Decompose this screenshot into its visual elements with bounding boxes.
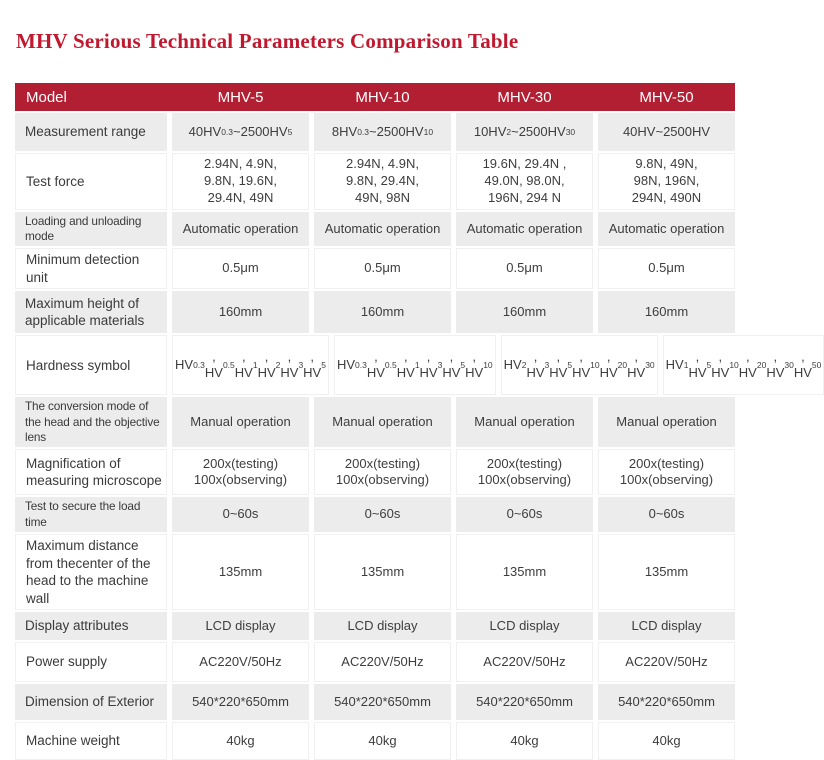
row-label: Maximum distance from thecenter of the head to the machine wall bbox=[15, 534, 167, 610]
column-header-mhv-50: MHV-50 bbox=[639, 88, 694, 106]
table-header-row bbox=[15, 83, 735, 111]
cell-mhv-5: 540*220*650mm bbox=[172, 684, 309, 720]
page-title: MHV Serious Technical Parameters Comparison Table bbox=[16, 29, 519, 53]
cell-mhv-10: 2.94N, 4.9N, 9.8N, 29.4N, 49N, 98N bbox=[314, 153, 451, 210]
cell-mhv-50: 9.8N, 49N, 98N, 196N, 294N, 490N bbox=[598, 153, 735, 210]
table-row-power-supply bbox=[15, 642, 735, 682]
cell-mhv-50: 135mm bbox=[598, 534, 735, 610]
cell-mhv-30: 0.5μm bbox=[456, 248, 593, 289]
cell-mhv-10: 200x(testing) 100x(observing) bbox=[314, 449, 451, 495]
cell-mhv-30: Automatic operation bbox=[456, 212, 593, 247]
cell-mhv-5: 40HV 0.3 ~2500HV 5 bbox=[172, 113, 309, 151]
cell-mhv-50: 40kg bbox=[598, 722, 735, 760]
row-label: Measurement range bbox=[15, 113, 167, 151]
table-row-maximum-height bbox=[15, 291, 735, 333]
table-row-load-time bbox=[15, 497, 735, 532]
cell-mhv-10: 160mm bbox=[314, 291, 451, 333]
row-label: Dimension of Exterior bbox=[15, 684, 167, 720]
row-label: Maximum height of applicable materials bbox=[15, 291, 167, 333]
row-label: Minimum detection unit bbox=[15, 248, 167, 289]
cell-mhv-50: 540*220*650mm bbox=[598, 684, 735, 720]
column-header-mhv-10: MHV-10 bbox=[355, 88, 410, 106]
table-row-hardness-symbol bbox=[15, 335, 822, 395]
cell-mhv-5: 160mm bbox=[172, 291, 309, 333]
cell-mhv-50: 160mm bbox=[598, 291, 735, 333]
cell-mhv-5: 40kg bbox=[172, 722, 309, 760]
column-header-mhv-30: MHV-30 bbox=[497, 88, 552, 106]
cell-mhv-30: 160mm bbox=[456, 291, 593, 333]
cell-mhv-50: 200x(testing) 100x(observing) bbox=[598, 449, 735, 495]
table-row-maximum-distance bbox=[15, 534, 735, 610]
cell-mhv-10: 0~60s bbox=[314, 497, 451, 532]
cell-mhv-50: 0.5μm bbox=[598, 248, 735, 289]
cell-mhv-10: Automatic operation bbox=[314, 212, 451, 247]
table-row-conversion-mode bbox=[15, 397, 735, 447]
cell-mhv-5: 135mm bbox=[172, 534, 309, 610]
row-label: Test to secure the load time bbox=[15, 497, 167, 532]
cell-mhv-30: 10HV 2 ~2500HV 30 bbox=[456, 113, 593, 151]
parameters-table bbox=[15, 83, 822, 760]
row-label: Power supply bbox=[15, 642, 167, 682]
cell-mhv-50: HV 1 , HV 5 , HV 10 , HV 20 , HV 30 , HV 50 bbox=[663, 335, 824, 395]
cell-mhv-30: 135mm bbox=[456, 534, 593, 610]
cell-mhv-30: 19.6N, 29.4N , 49.0N, 98.0N, 196N, 294 N bbox=[456, 153, 593, 210]
cell-mhv-10: HV 0.3 , HV 0.5 , HV 1 , HV 3 , HV 5 , HV 10 bbox=[334, 335, 496, 395]
cell-mhv-30: 0~60s bbox=[456, 497, 593, 532]
table-row-loading-mode bbox=[15, 212, 735, 247]
table-row-magnification bbox=[15, 449, 735, 495]
cell-mhv-5: HV 0.3 , HV 0.5 , HV 1 , HV 2 , HV 3 , HV 5 bbox=[172, 335, 329, 395]
cell-mhv-30: Manual operation bbox=[456, 397, 593, 447]
table-row-machine-weight bbox=[15, 722, 735, 760]
cell-mhv-10: AC220V/50Hz bbox=[314, 642, 451, 682]
cell-mhv-5: Manual operation bbox=[172, 397, 309, 447]
cell-mhv-30: 200x(testing) 100x(observing) bbox=[456, 449, 593, 495]
cell-mhv-10: 540*220*650mm bbox=[314, 684, 451, 720]
cell-mhv-30: 40kg bbox=[456, 722, 593, 760]
cell-mhv-10: 135mm bbox=[314, 534, 451, 610]
cell-mhv-10: LCD display bbox=[314, 612, 451, 640]
cell-mhv-5: LCD display bbox=[172, 612, 309, 640]
cell-mhv-50: 0~60s bbox=[598, 497, 735, 532]
cell-mhv-5: 0~60s bbox=[172, 497, 309, 532]
cell-mhv-50: LCD display bbox=[598, 612, 735, 640]
row-label: Magnification of measuring microscope bbox=[15, 449, 167, 495]
cell-mhv-30: HV 2 , HV 3 , HV 5 , HV 10 , HV 20 , HV 30 bbox=[501, 335, 658, 395]
cell-mhv-10: 8HV 0.3 ~2500HV 10 bbox=[314, 113, 451, 151]
table-row-display-attributes bbox=[15, 612, 735, 640]
cell-mhv-50: Manual operation bbox=[598, 397, 735, 447]
cell-mhv-30: AC220V/50Hz bbox=[456, 642, 593, 682]
cell-mhv-10: Manual operation bbox=[314, 397, 451, 447]
table-row-measurement-range bbox=[15, 113, 735, 151]
cell-mhv-5: 200x(testing) 100x(observing) bbox=[172, 449, 309, 495]
table-row-dimension bbox=[15, 684, 735, 720]
row-label: Loading and unloading mode bbox=[15, 212, 167, 247]
cell-mhv-50: AC220V/50Hz bbox=[598, 642, 735, 682]
cell-mhv-5: Automatic operation bbox=[172, 212, 309, 247]
cell-mhv-10: 0.5μm bbox=[314, 248, 451, 289]
row-label: The conversion mode of the head and the objective lens bbox=[15, 397, 167, 447]
table-row-test-force bbox=[15, 153, 735, 210]
column-header-model: Model bbox=[26, 88, 67, 106]
cell-mhv-50: Automatic operation bbox=[598, 212, 735, 247]
row-label: Machine weight bbox=[15, 722, 167, 760]
cell-mhv-30: LCD display bbox=[456, 612, 593, 640]
row-label: Test force bbox=[15, 153, 167, 210]
row-label: Display attributes bbox=[15, 612, 167, 640]
cell-mhv-5: 0.5μm bbox=[172, 248, 309, 289]
row-label: Hardness symbol bbox=[15, 335, 167, 395]
table-row-minimum-detection-unit bbox=[15, 248, 735, 289]
cell-mhv-10: 40kg bbox=[314, 722, 451, 760]
cell-mhv-50: 40HV~2500HV bbox=[598, 113, 735, 151]
column-header-mhv-5: MHV-5 bbox=[217, 88, 264, 106]
cell-mhv-5: AC220V/50Hz bbox=[172, 642, 309, 682]
cell-mhv-5: 2.94N, 4.9N, 9.8N, 19.6N, 29.4N, 49N bbox=[172, 153, 309, 210]
cell-mhv-30: 540*220*650mm bbox=[456, 684, 593, 720]
